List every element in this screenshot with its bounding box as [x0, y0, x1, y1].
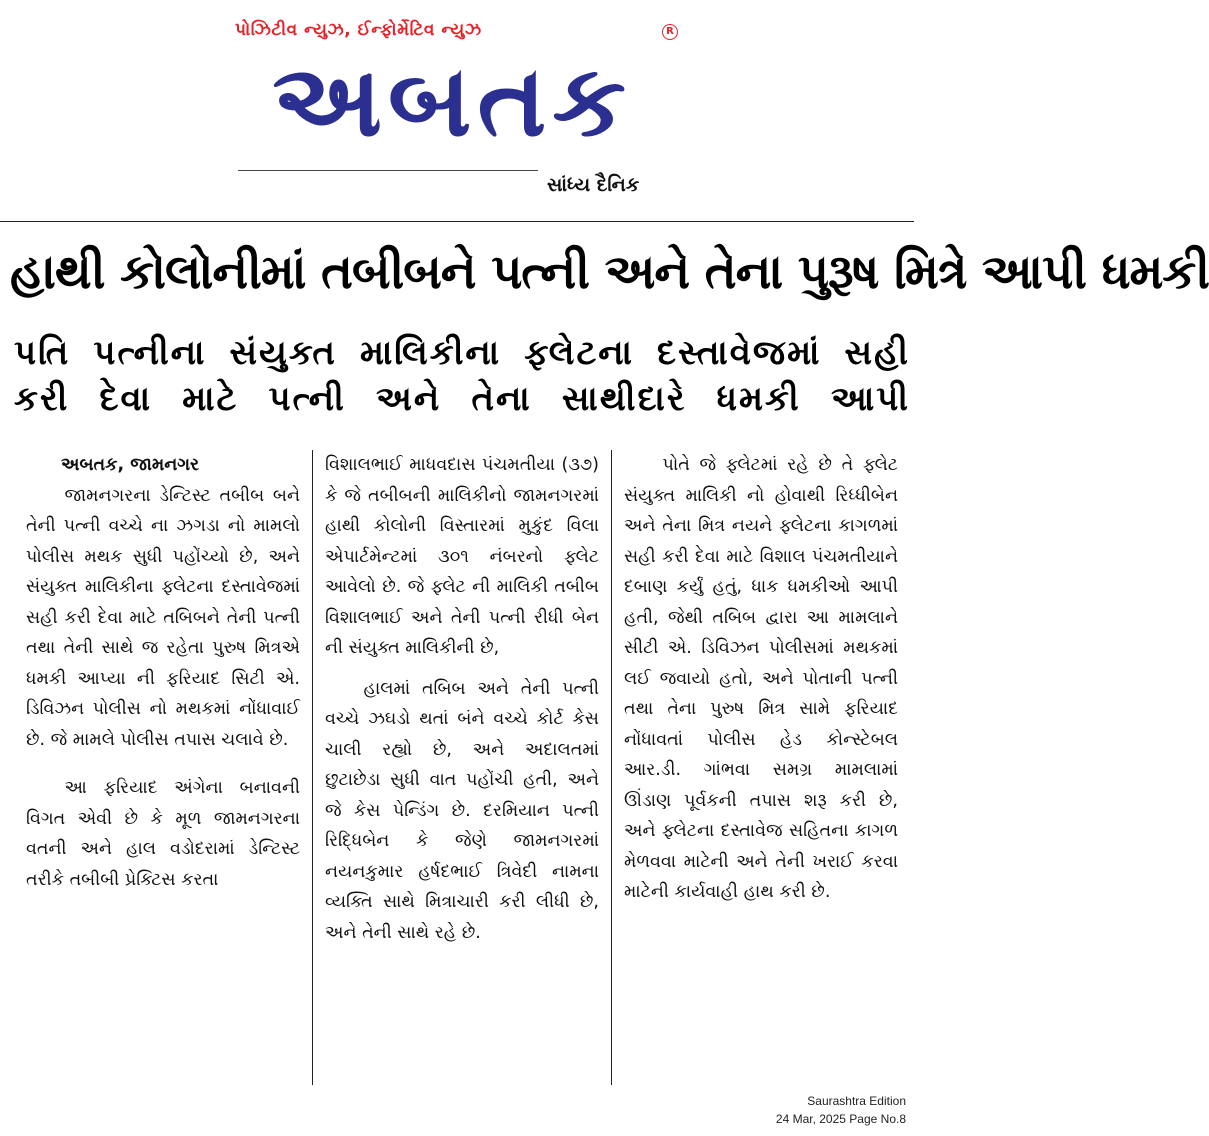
- paragraph: જામનગરના ડેન્ટિસ્ટ તબીબ બને તેની પત્ની વચ્ચે ના ઝગડા નો મામલો પોલીસ મથક સુધી પહોંચ્યો છે, અને સંયુક્ત માલિકીના ફ્લેટના દસ્તાવેજમાં સહી કરી દેવા માટે તબિબને તેની પત્ની તથા તેની સાથે જ રહેતા પુરુષ મિત્રએ ધમકી આપ્યા ની ફરિયાદ સિટી એ. ડિવિઝન પોલીસ નો મથકમાં નોંધાવાઈ છે. જે મામલે પોલીસ તપાસ ચલાવે છે.: [26, 485, 300, 750]
- paragraph: હાલમાં તબિબ અને તેની પત્ની વચ્ચે ઝઘડો થતાં બંને વચ્ચે કોર્ટ કેસ ચાલી રહ્યો છે, અને અદાલતમાં છુટાછેડા સુધી વાત પહોંચી હતી, અને જે કેસ પેન્ડિંગ છે. દરમિયાન પત્ની રિદ્ધિબેન કે જેણે જામનગરમાં નયનકુમાર હર્ષદભાઈ ત્રિવેદી નામના વ્યક્તિ સાથે મિત્રાચારી કરી લીધી છે, અને તેની સાથે રહે છે.: [325, 678, 599, 943]
- article-subhead: [14, 330, 910, 422]
- masthead: [0, 0, 914, 210]
- article-column-1: [14, 450, 312, 1085]
- masthead-rule: [238, 170, 538, 171]
- registered-mark-icon: R: [662, 24, 678, 40]
- article-column-3: [611, 450, 910, 1085]
- edition-footer: [776, 1092, 906, 1128]
- paragraph: વિશાલભાઈ માધવદાસ પંચમતીયા (૩૭) કે જે તબીબની માલિકીનો જામનગરમાં હાથી કોલોની વિસ્તારમાં મુકુંદ વિલા એપાર્ટમેન્ટમાં ૩૦૧ નંબરનો ફ્લેટ આવેલો છે. જે ફ્લેટ ની માલિકી તબીબ વિશાલભાઈ અને તેની પત્ની રીધી બેન ની સંયુક્ત માલિકીની છે,: [325, 455, 599, 658]
- subhead-line: પતિ પત્નીના સંયુક્ત માલિકીના ફ્લેટના દસ્તાવેજમાં સહી: [14, 333, 910, 373]
- masthead-tagline: પોઝિટીવ ન્યુઝ, ઈન્ફોર્મેટિવ ન્યુઝ: [235, 20, 482, 40]
- edition-date-page: 24 Mar, 2025 Page No.8: [775, 1112, 906, 1126]
- subhead-line: કરી દેવા માટે પત્ની અને તેના સાથીદારે ધમકી આપી: [14, 379, 910, 419]
- article-headline: હાથી કોલોનીમાં તબીબને પત્ની અને તેના પુરૂષ મિત્રે આપી ધમકી: [10, 244, 1209, 300]
- article-body: [14, 450, 910, 1085]
- paragraph: આ ફરિયાદ અંગેના બનાવની વિગત એવી છે કે મૂળ જામનગરના વતની અને હાલ વડોદરામાં ડેન્ટિસ્ટ તરીકે તબીબી પ્રેક્ટિસ કરતા: [26, 778, 300, 890]
- top-divider: [0, 221, 914, 222]
- newspaper-logo: અબતક: [272, 43, 632, 159]
- dateline: અબતક, જામનગર: [61, 455, 200, 475]
- masthead-subline: સાંધ્ય દૈનિક: [547, 174, 640, 196]
- edition-name: Saurashtra Edition: [807, 1094, 906, 1108]
- paragraph: પોતે જે ફ્લેટમાં રહે છે તે ફ્લેટ સંયુક્ત માલિકી નો હોવાથી રિધ્ધીબેન અને તેના મિત્ર નયને ફ્લેટના કાગળમાં સહી કરી દેવા માટે વિશાલ પંચમતીયાને દબાણ કર્યું હતું, ધાક ધમકીઓ આપી હતી, જેથી તબિબ દ્વારા આ મામલાને સીટી એ. ડિવિઝન પોલીસમાં મથકમાં લઈ જવાયો હતો, અને પોતાની પત્ની તથા તેના પુરુષ મિત્ર સામે ફરિયાદ નોંધાવતાં પોલીસ હેડ કોન્સ્ટેબલ આર.ડી. ગાંભવા સમગ્ર મામલામાં ઊંડાણ પૂર્વકની તપાસ શરૂ કરી છે, અને ફ્લેટના દસ્તાવેજ સહિતના કાગળ મેળવવા માટેની અને તેની ખરાઈ કરવા માટેની કાર્યવાહી હાથ કરી છે.: [624, 455, 898, 902]
- article-column-2: [312, 450, 611, 1085]
